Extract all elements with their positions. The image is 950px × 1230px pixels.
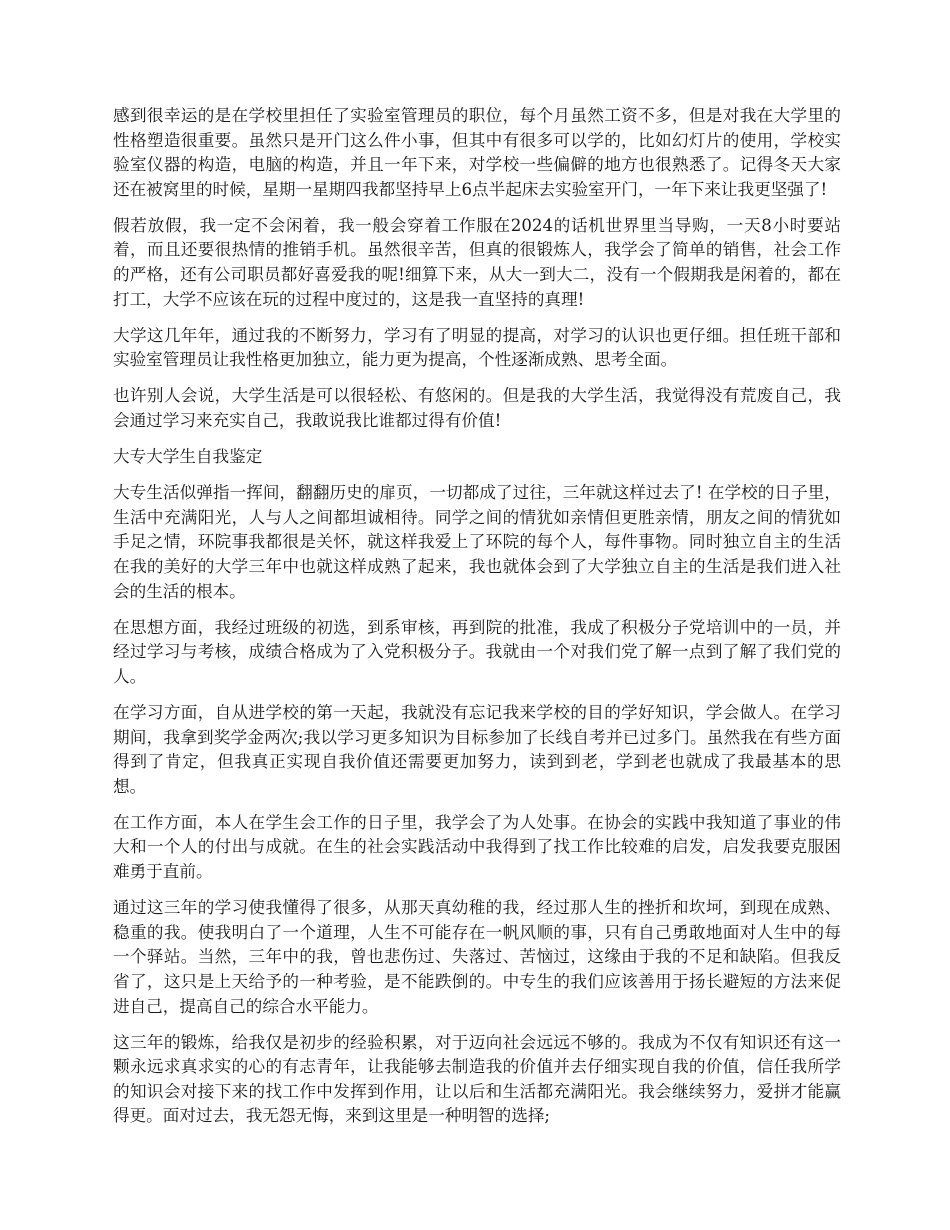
section-title: 大专大学生自我鉴定 [113, 447, 263, 467]
paragraph-holiday-work: 假若放假，我一定不会闲着，我一般会穿着工作服在2024的话机世界里当导购，一天8小时要站着，而且还要很热情的推销手机。虽然很辛苦，但真的很锻炼人，我学会了简单的销售，社会工作的严格，还有公司职员都好喜爱我的呢!细算下来，从大一到大二，没有一个假期我是闲着的，都在打工，大学不应该在玩的过程中度过的，这是我一直坚持的真理! [113, 215, 841, 309]
paragraph-lab-manager: 感到很幸运的是在学校里担任了实验室管理员的职位，每个月虽然工资不多，但是对我在大学里的性格塑造很重要。虽然只是开门这么件小事，但其中有很多可以学的，比如幻灯片的使用，学校实验室仪器的构造，电脑的构造，并且一年下来，对学校一些偏僻的地方也很熟悉了。记得冬天大家还在被窝里的时候，星期一星期四我都坚持早上6点半起床去实验室开门，一年下来让我更坚强了! [113, 106, 841, 199]
paragraph-study-progress: 大学这几年年，通过我的不断努力，学习有了明显的提高，对学习的认识也更仔细。担任班干部和实验室管理员让我性格更加独立，能力更为提高，个性逐渐成熟、思考全面。 [113, 325, 841, 370]
paragraph-growth: 通过这三年的学习使我懂得了很多，从那天真幼稚的我，经过那人生的挫折和坎坷，到现在成熟、稳重的我。使我明白了一个道理，人生不可能存在一帆风顺的事，只有自己勇敢地面对人生中的每一个驿站。当然，三年中的我，曾也悲伤过、失落过、苦恼过，这缘由于我的不足和缺陷。但我反省了，这只是上天给予的一种考验，是不能跌倒的。中专生的我们应该善用于扬长避短的方法来促进自己，提高自己的综合水平能力。 [113, 898, 841, 1016]
paragraph-conclusion: 这三年的锻炼，给我仅是初步的经验积累，对于迈向社会远远不够的。我成为不仅有知识还有这一颗永远求真求实的心的有志青年，让我能够去制造我的价值并去仔细实现自我的价值，信任我所学的知识会对接下来的找工作中发挥到作用，让以后和生活都充满阳光。我会继续努力，爱拼才能赢得更。面对过去，我无怨无悔，来到这里是一种明智的选择; [113, 1032, 841, 1126]
paragraph-intro: 大专生活似弹指一挥间，翻翻历史的扉页，一切都成了过往，三年就这样过去了! 在学校的日子里，生活中充满阳光，人与人之间都坦诚相待。同学之间的情犹如亲情但更胜亲情，朋友之间的情犹如手足之情，环院事我都很是关怀，就这样我爱上了环院的每个人，每件事物。同时独立自主的生活在我的美好的大学三年中也就这样成熟了起来，我也就体会到了大学独立自主的生活是我们进入社会的生活的根本。 [113, 483, 841, 601]
paragraph-work: 在工作方面，本人在学生会工作的日子里，我学会了为人处事。在协会的实践中我知道了事业的伟大和一个人的付出与成就。在生的社会实践活动中我得到了找工作比较难的启发，启发我要克服困难勇于直前。 [113, 812, 841, 882]
paragraph-ideology: 在思想方面，我经过班级的初选，到系审核，再到院的批准，我成了积极分子党培训中的一员，并经过学习与考核，成绩合格成为了入党积极分子。我就由一个对我们党了解一点到了解了我们党的人。 [113, 617, 841, 686]
paragraph-college-life: 也许别人会说，大学生活是可以很轻松、有悠闲的。但是我的大学生活，我觉得没有荒废自己，我会通过学习来充实自己，我敢说我比谁都过得有价值! [113, 386, 841, 431]
document-page [113, 104, 841, 1140]
paragraph-study: 在学习方面，自从进学校的第一天起，我就没有忘记我来学校的目的学好知识，学会做人。在学习期间，我拿到奖学金两次;我以学习更多知识为目标参加了长线自考并已过多门。虽然我在有些方面得到了肯定，但我真正实现自我价值还需要更加努力，读到到老，学到老也就成了我最基本的思想。 [113, 702, 841, 796]
